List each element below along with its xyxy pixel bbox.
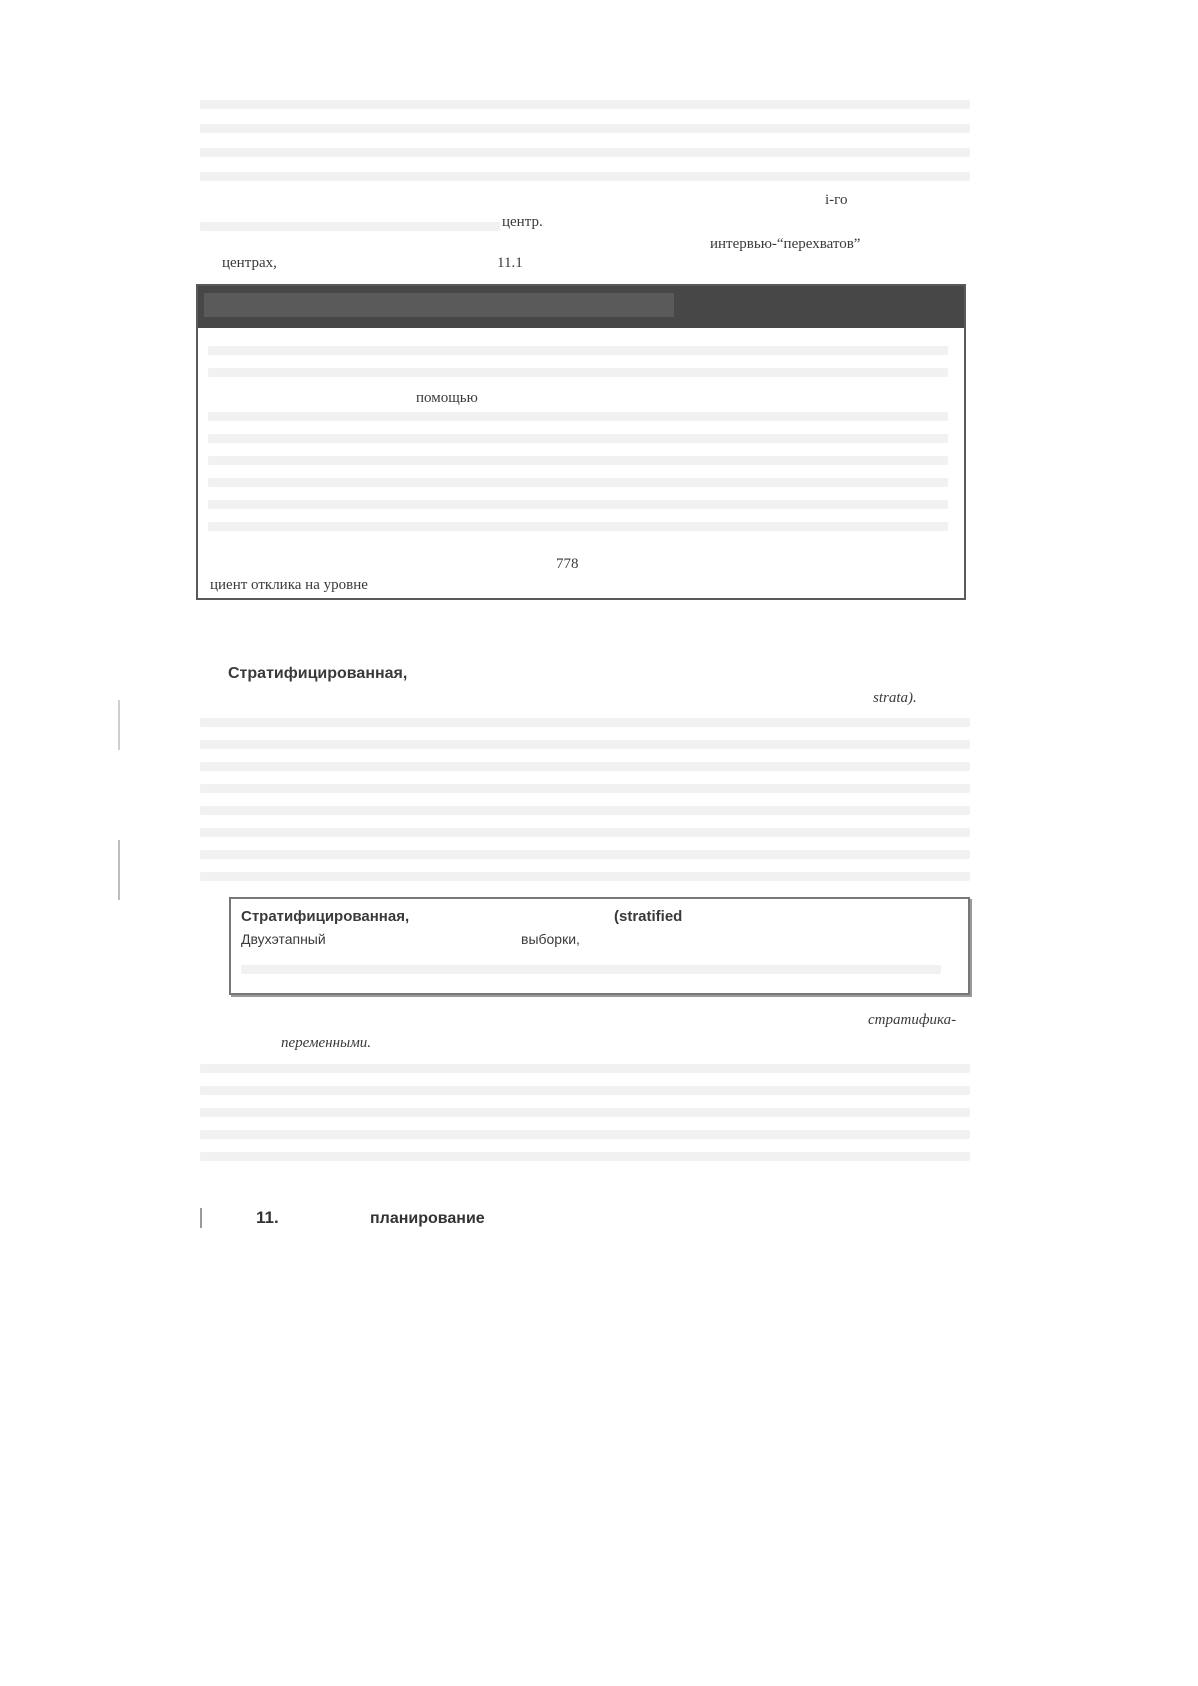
stratified-heading: Стратифицированная,: [228, 665, 408, 682]
text-intervyu: интервью-“перехватов”: [710, 236, 861, 252]
faded-text-line: [200, 806, 970, 815]
definition-two-stage: Двухэтапный: [241, 931, 326, 947]
faded-text-line: [208, 368, 948, 377]
definition-samples: выборки,: [521, 931, 580, 947]
text-tsentr: центр.: [502, 214, 543, 230]
faded-text-line: [208, 478, 948, 487]
faded-text-line: [200, 828, 970, 837]
faded-text-line: [200, 172, 970, 181]
faded-text-line: [200, 1130, 970, 1139]
example-box-header: [198, 286, 964, 328]
definition-term-en: (stratified: [614, 908, 683, 925]
faded-text-line: [200, 1086, 970, 1095]
faded-text-line: [200, 850, 970, 859]
faded-text-line: [200, 740, 970, 749]
example-box: [196, 284, 966, 600]
faded-text-line: [200, 762, 970, 771]
scan-margin-mark: [118, 840, 120, 900]
faded-text-line: [208, 434, 948, 443]
text-ref-11-1: 11.1: [497, 255, 523, 271]
faded-text-line: [200, 222, 500, 231]
text-stratifika: стратифика-: [868, 1012, 957, 1028]
faded-text-line: [200, 124, 970, 133]
footer-chapter-title: планирование: [370, 1210, 485, 1227]
faded-text-line: [200, 1108, 970, 1117]
faded-text-line: [208, 346, 948, 355]
faded-text-line: [200, 100, 970, 109]
faded-text-line: [208, 456, 948, 465]
text-number-778: 778: [556, 556, 579, 572]
faded-text-line: [208, 412, 948, 421]
faded-text-line: [200, 784, 970, 793]
text-response-level: циент отклика на уровне: [210, 577, 368, 593]
faded-text-line: [200, 1152, 970, 1161]
faded-text-line: [200, 718, 970, 727]
footer-bar: [200, 1208, 202, 1228]
text-i-go: i-го: [825, 192, 848, 208]
example-box-header-band: [204, 293, 674, 317]
faded-text-line: [200, 1064, 970, 1073]
scan-margin-mark: [118, 700, 120, 750]
faded-text-line: [208, 522, 948, 531]
faded-text-line: [200, 148, 970, 157]
faded-text-line: [208, 500, 948, 509]
text-pomoshchyu: помощью: [416, 390, 478, 406]
faded-text-line: [200, 872, 970, 881]
footer-chapter-number: 11.: [256, 1208, 279, 1227]
faded-text-line: [241, 965, 941, 974]
text-peremennymi: переменными.: [281, 1035, 372, 1051]
text-tsentrakh: центрах,: [222, 255, 277, 271]
text-strata: strata).: [873, 690, 917, 706]
definition-term: Стратифицированная,: [241, 908, 410, 925]
